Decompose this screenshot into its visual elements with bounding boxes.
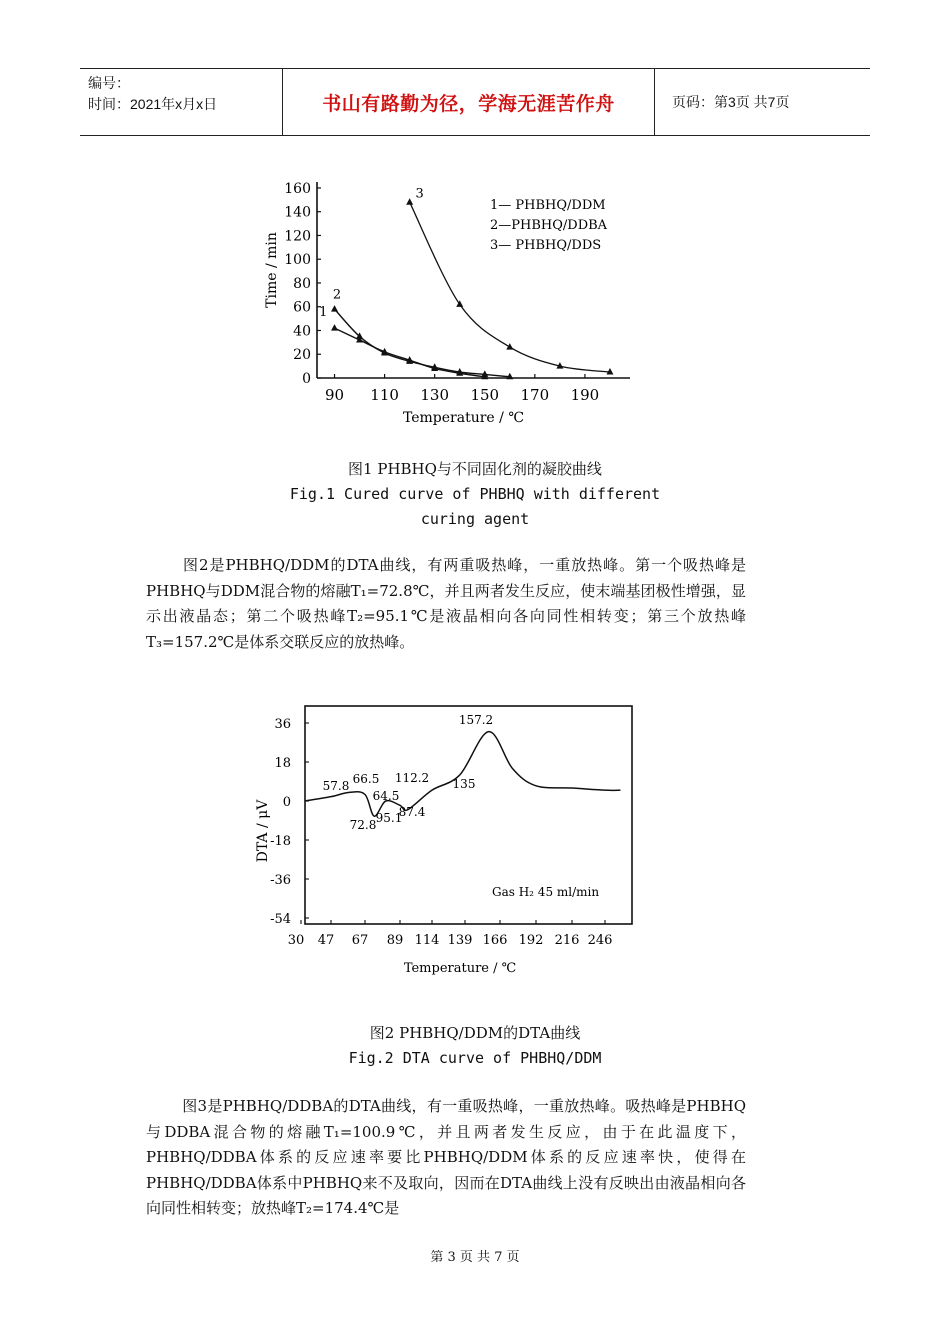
y-tick-label: -54 (270, 912, 291, 927)
x-tick-label: 246 (587, 933, 613, 948)
peak-label: 112.2 (394, 771, 430, 785)
y-tick-label: 160 (284, 180, 311, 197)
curve-number-label: 1 (319, 305, 328, 321)
figure2-axes (255, 706, 632, 976)
header-motto: 书山有路勤为径，学海无涯苦作舟 (322, 92, 615, 115)
paragraph-text: 图3是PHBHQ/DDBA的DTA曲线，有一重吸热峰，一重放热峰。吸热峰是PHBHQ与DDBA混合物的熔融T₁=100.9℃，并且两者发生反应，由于在此温度下，PHBHQ/DDBA体系的反应速率要比PHBHQ/DDM体系的反应速率快，使得在PHBHQ/DDBA体系中PHBHQ来不及取向，因而在DTA曲线上没有反映出由液晶相向各向同性相转变；放热峰T₂=174.4℃是 (146, 1097, 746, 1217)
y-tick-label: -18 (270, 834, 291, 849)
figure2-caption-cn: 图2 PHBHQ/DDM的DTA曲线 (369, 1024, 581, 1042)
data-point (406, 198, 413, 205)
x-tick-label: 90 (324, 386, 345, 404)
y-tick-label: 36 (274, 717, 291, 732)
figure1-caption-en: Fig.1 Cured curve of PHBHQ with different (289, 485, 661, 503)
data-point (331, 324, 338, 331)
x-tick-label: 170 (520, 386, 550, 404)
peak-label: 72.8 (349, 818, 377, 832)
y-tick-label: 0 (302, 371, 311, 387)
x-tick-label: 67 (351, 933, 369, 948)
x-tick-label: 166 (482, 933, 508, 948)
figure2-caption-en: Fig.2 DTA curve of PHBHQ/DDM (348, 1049, 602, 1067)
y-tick-label: 80 (293, 275, 311, 292)
x-axis-label: Temperature / ℃ (403, 961, 517, 976)
x-axis-label: Temperature / ℃ (403, 410, 524, 426)
page-header (80, 68, 870, 136)
peak-label: 87.4 (398, 805, 426, 819)
y-tick-label: 40 (293, 323, 311, 340)
peak-label: 64.5 (372, 789, 400, 803)
peak-label: 157.2 (458, 713, 494, 727)
figure2-chart (250, 698, 650, 983)
y-tick-label: -36 (270, 873, 291, 888)
y-tick-label: 18 (274, 756, 291, 771)
y-tick-label: 20 (293, 347, 311, 364)
legend-entry: 1— PHBHQ/DDM (490, 198, 606, 213)
x-tick-label: 192 (518, 933, 544, 948)
date-label: 时间：2021年x月x日 (88, 96, 218, 112)
x-tick-label: 114 (414, 933, 440, 948)
page-footer: 第 3 页 共 7 页 (430, 1250, 520, 1265)
y-tick-label: 60 (293, 299, 311, 316)
legend-entry: 3— PHBHQ/DDS (490, 238, 602, 253)
figure1-caption-en-2: curing agent (420, 510, 530, 528)
x-tick-label: 190 (570, 386, 600, 404)
curve-2 (335, 309, 510, 377)
header-divider (654, 69, 655, 135)
x-tick-label: 150 (470, 386, 500, 404)
figure1-caption-cn: 图1 PHBHQ与不同固化剂的凝胶曲线 (348, 460, 602, 478)
paragraph-fig3-description (146, 1094, 746, 1222)
curve-number-label: 3 (415, 186, 424, 202)
x-tick-label: 110 (370, 386, 399, 404)
paragraph-text: 图2是PHBHQ/DDM的DTA曲线，有两重吸热峰，一重放热峰。第一个吸热峰是PHBHQ与DDM混合物的熔融T₁=72.8℃，并且两者发生反应，使末端基团极性增强，显示出液晶态；第二个吸热峰T₂=95.1℃是液晶相向各向同性相转变；第三个放热峰T₃=157.2℃是体系交联反应的放热峰。 (146, 556, 746, 651)
figure2-marks (305, 713, 620, 832)
number-label: 编号： (88, 75, 130, 91)
figure1-marks (319, 186, 613, 379)
y-axis-label: DTA / μV (255, 799, 271, 863)
y-tick-label: 100 (284, 252, 311, 269)
x-tick-label: 216 (554, 933, 580, 948)
y-axis-label: Time / min (264, 232, 280, 308)
legend-entry: 2—PHBHQ/DDBA (490, 218, 608, 233)
paragraph-fig2-description (146, 553, 746, 655)
figure1-chart (250, 172, 650, 434)
peak-label: 57.8 (322, 779, 350, 793)
x-tick-label: 89 (386, 933, 404, 948)
x-tick-label: 47 (317, 933, 335, 948)
curve-1 (335, 328, 485, 377)
x-tick-label: 130 (420, 386, 450, 404)
x-tick-label: 139 (447, 933, 473, 948)
peak-label: 135 (452, 777, 476, 791)
x-tick-label: 30 (287, 933, 305, 948)
gas-annotation: Gas H₂ 45 ml/min (492, 885, 600, 899)
y-tick-label: 120 (284, 228, 311, 245)
figure1-legend (490, 198, 608, 253)
peak-label: 66.5 (352, 772, 380, 786)
header-meta (80, 69, 282, 135)
y-tick-label: 0 (282, 795, 291, 810)
data-point (331, 305, 338, 312)
curve-number-label: 2 (332, 287, 342, 303)
page-number-label: 页码：第3页 共7页 (672, 94, 790, 110)
peak-label: 95.1 (375, 811, 403, 825)
y-tick-label: 140 (284, 204, 311, 221)
